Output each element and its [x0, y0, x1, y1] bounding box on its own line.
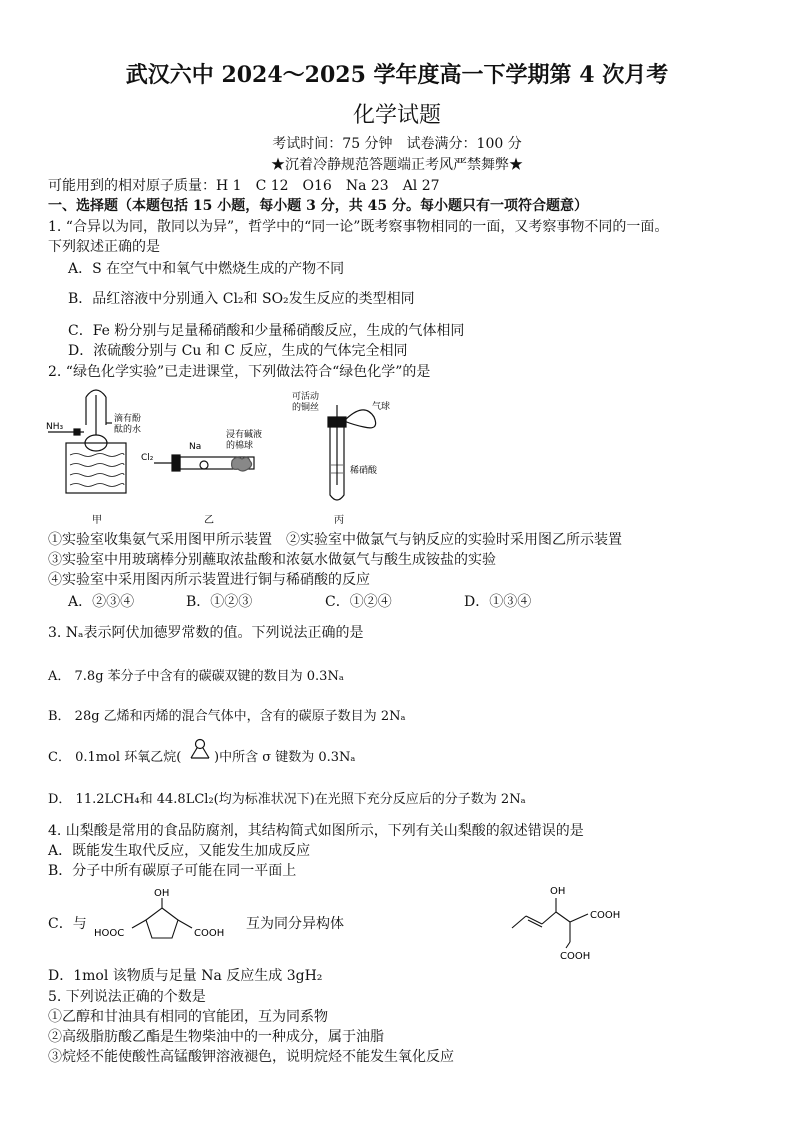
label-bing: 丙	[334, 515, 344, 526]
q5-statement-2: ②高级脂肪酸乙酯是生物柴油中的一种成分，属于油脂	[48, 1029, 384, 1045]
q2-apparatus-figure	[44, 385, 444, 527]
apparatus-jia	[48, 390, 126, 493]
atomic-masses: 可能用到的相对原子质量：H 1 C 12 O16 Na 23 Al 27	[48, 178, 440, 194]
q2-option-b: B．①②③	[186, 594, 253, 610]
q2-option-c: C．①②④	[325, 594, 392, 610]
q3-option-b: B． 28g 乙烯和丙烯的混合气体中，含有的碳原子数目为 2Nₐ	[48, 709, 406, 724]
q4-option-a: A．既能发生取代反应，又能发生加成反应	[48, 843, 311, 859]
q1-stem: 1. “合异以为同，散同以为异”，哲学中的“同一论”既考察事物相同的一面，又考察事物不同的一面。	[48, 219, 669, 235]
q3-option-d: D． 11.2LCH₄和 44.8LCl₂(均为标准状况下)在光照下充分反应后的分子数为 2Nₐ	[48, 792, 526, 807]
q1-option-a: A．S 在空气中和氧气中燃烧生成的产物不同	[68, 261, 345, 277]
sorbic-acid-structure	[508, 882, 628, 962]
struct-cooh: COOH	[194, 928, 225, 939]
q4-option-c-part1: C．与	[48, 916, 87, 932]
struct2-oh: OH	[550, 886, 566, 897]
label-yi: 乙	[204, 515, 214, 526]
exam-title: 武汉六中 2024～2025 学年度高一下学期第 4 次月考	[125, 62, 669, 88]
label-nh3: NH₃	[46, 422, 64, 432]
exam-subtitle: 化学试题	[352, 103, 441, 128]
q5-statement-3: ③烷烃不能使酸性高锰酸钾溶液褪色，说明烷烃不能发生氧化反应	[48, 1049, 454, 1065]
label-copper-wire-2: 的铜丝	[292, 403, 320, 413]
cyclopentane-structure	[90, 886, 240, 946]
label-phenol-water-2: 酞的水	[114, 425, 142, 435]
q1-option-b: B．品红溶液中分别通入 Cl₂和 SO₂发生反应的类型相同	[68, 291, 415, 307]
q5-stem: 5. 下列说法正确的个数是	[48, 989, 206, 1005]
q3-option-c-part2: )中所含 σ 键数为 0.3Nₐ	[214, 750, 356, 765]
label-dilute-hno3: 稀硝酸	[350, 466, 378, 476]
q4-option-b: B．分子中所有碳原子可能在同一平面上	[48, 863, 297, 879]
q3-option-c-part1: C． 0.1mol 环氧乙烷(	[48, 750, 182, 765]
q2-option-a: A．②③④	[68, 594, 135, 610]
q4-stem: 4. 山梨酸是常用的食品防腐剂，其结构简式如图所示，下列有关山梨酸的叙述错误的是	[48, 823, 584, 839]
struct-hooc: HOOC	[94, 928, 125, 939]
exam-info: 考试时间：75 分钟 试卷满分：100 分	[272, 136, 522, 152]
q1-option-c: C．Fe 粉分别与足量稀硝酸和少量稀硝酸反应，生成的气体相同	[68, 323, 465, 339]
q3-option-a: A． 7.8g 苯分子中含有的碳碳双键的数目为 0.3Nₐ	[48, 669, 344, 684]
label-cotton-2: 的棉球	[226, 441, 254, 451]
section-heading: 一、选择题（本题包括 15 小题，每小题 3 分，共 45 分。每小题只有一项符合题意）	[48, 198, 588, 214]
apparatus-bing	[328, 405, 376, 500]
q2-option-d: D．①③④	[464, 594, 532, 610]
q4-option-d: D．1mol 该物质与足量 Na 反应生成 3gH₂	[48, 968, 323, 984]
label-copper-wire-1: 可活动	[292, 392, 320, 402]
apparatus-yi	[154, 455, 254, 471]
q2-statement-4: ④实验室中采用图丙所示装置进行铜与稀硝酸的反应	[48, 572, 370, 588]
epoxyethane-structure	[186, 738, 214, 764]
q2-stem: 2. “绿色化学实验”已走进课堂，下列做法符合“绿色化学”的是	[48, 364, 431, 380]
q5-statement-1: ①乙醇和甘油具有相同的官能团，互为同系物	[48, 1009, 328, 1025]
q2-statement-3: ③实验室中用玻璃棒分别蘸取浓盐酸和浓氨水做氨气与酸生成铵盐的实验	[48, 552, 496, 568]
label-jia: 甲	[92, 515, 102, 526]
label-cl2: Cl₂	[141, 453, 154, 463]
label-balloon: 气球	[372, 402, 391, 412]
q1-stem-cont: 下列叙述正确的是	[48, 239, 160, 255]
label-phenol-water-1: 滴有酚	[114, 414, 142, 424]
exam-motto: ★沉着冷静规范答题端正考风严禁舞弊★	[271, 157, 523, 173]
q2-statement-1-2: ①实验室收集氨气采用图甲所示装置 ②实验室中做氯气与钠反应的实验时采用图乙所示装置	[48, 532, 622, 548]
q3-stem: 3. Nₐ表示阿伏加德罗常数的值。下列说法正确的是	[48, 625, 364, 641]
label-na: Na	[189, 442, 202, 452]
q4-option-c-part2: 互为同分异构体	[246, 916, 344, 932]
struct2-cooh-bottom: COOH	[560, 951, 591, 962]
label-cotton-1: 浸有碱液	[226, 430, 263, 440]
struct2-cooh-top: COOH	[590, 910, 621, 921]
struct-oh: OH	[154, 888, 170, 899]
q1-option-d: D．浓硫酸分别与 Cu 和 C 反应，生成的气体完全相同	[68, 343, 408, 359]
